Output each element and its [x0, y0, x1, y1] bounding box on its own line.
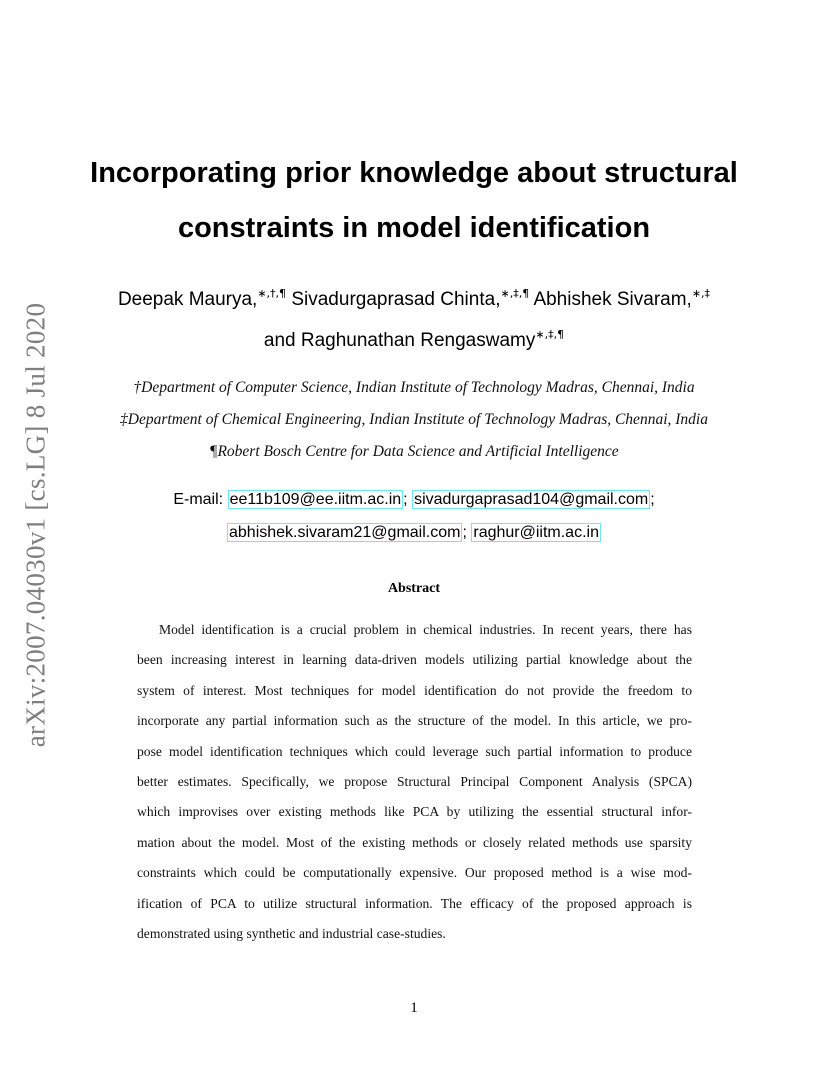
email-link-maurya[interactable]: ee11b109@ee.iitm.ac.in [229, 491, 402, 508]
author-affiliation-marks: ∗,‡ [691, 287, 711, 300]
author-list-line-1 [60, 287, 768, 311]
arxiv-identifier-stamp[interactable]: arXiv:2007.04030v1 [cs.LG] 8 Jul 2020 [20, 302, 51, 748]
abstract-line: better estimates. Specifically, we propose Structural Principal Component Analysis (SPCA) [137, 773, 692, 789]
abstract-line: mation about the model. Most of the existing methods or closely related methods use sparsity [137, 834, 692, 850]
author-name: Raghunathan Rengaswamy [300, 330, 536, 351]
abstract-line: incorporate any partial information such as the structure of the model. In this article, we pro- [137, 713, 692, 729]
email-link-sivaram[interactable]: abhishek.sivaram21@gmail.com [229, 524, 461, 541]
email-separator: ; [650, 491, 655, 508]
email-line-2 [60, 524, 768, 542]
abstract-body [137, 620, 692, 954]
email-link-rengaswamy[interactable]: raghur@iitm.ac.in [473, 524, 599, 541]
email-separator: ; [403, 491, 408, 508]
affiliation-cs-iitm: †Department of Computer Science, Indian Institute of Technology Madras, Chennai, India [133, 379, 695, 396]
affiliation-rbc-dsai: ¶Robert Bosch Centre for Data Science and Artificial Intelligence [209, 443, 619, 460]
author-affiliation-marks: ∗,‡,¶ [500, 287, 530, 300]
abstract-line: constraints which could be computationally expensive. Our proposed method is a wise mod- [137, 865, 692, 881]
paper-title-line-1: Incorporating prior knowledge about structural [90, 157, 738, 189]
author-name: Deepak Maurya, [117, 289, 258, 310]
abstract-line: demonstrated using synthetic and industrial case-studies. [137, 925, 446, 941]
email-separator: ; [462, 524, 467, 541]
abstract-line: ification of PCA to utilize structural information. The efficacy of the proposed approach is [137, 895, 692, 911]
affiliation-chem-iitm: ‡Department of Chemical Engineering, Indian Institute of Technology Madras, Chennai, India [120, 411, 708, 428]
abstract-line: Model identification is a crucial problem in chemical industries. In recent years, there has [159, 622, 692, 637]
author-name: Sivadurgaprasad Chinta, [291, 289, 501, 310]
abstract-line: been increasing interest in learning data-driven models utilizing partial knowledge about the [137, 652, 692, 668]
author-affiliation-marks: ∗,‡,¶ [535, 328, 565, 341]
abstract-line: pose model identification techniques which could leverage such partial information to produce [137, 743, 692, 759]
page-number: 1 [410, 1000, 418, 1016]
author-conjunction: and [263, 330, 296, 351]
author-name: Abhishek Sivaram, [533, 289, 692, 310]
abstract-line: which improvises over existing methods like PCA by utilizing the essential structural infor- [137, 804, 692, 820]
abstract-line: system of interest. Most techniques for model identification do not provide the freedom to [137, 682, 692, 698]
paper-title-line-2: constraints in model identification [177, 212, 651, 244]
abstract-heading: Abstract [387, 581, 441, 596]
email-link-chinta[interactable]: sivadurgaprasad104@gmail.com [414, 491, 649, 508]
email-line-1 [60, 491, 768, 509]
author-affiliation-marks: ∗,†,¶ [257, 287, 287, 300]
author-list-line-2 [60, 328, 768, 352]
email-label: E-mail: [173, 491, 224, 508]
